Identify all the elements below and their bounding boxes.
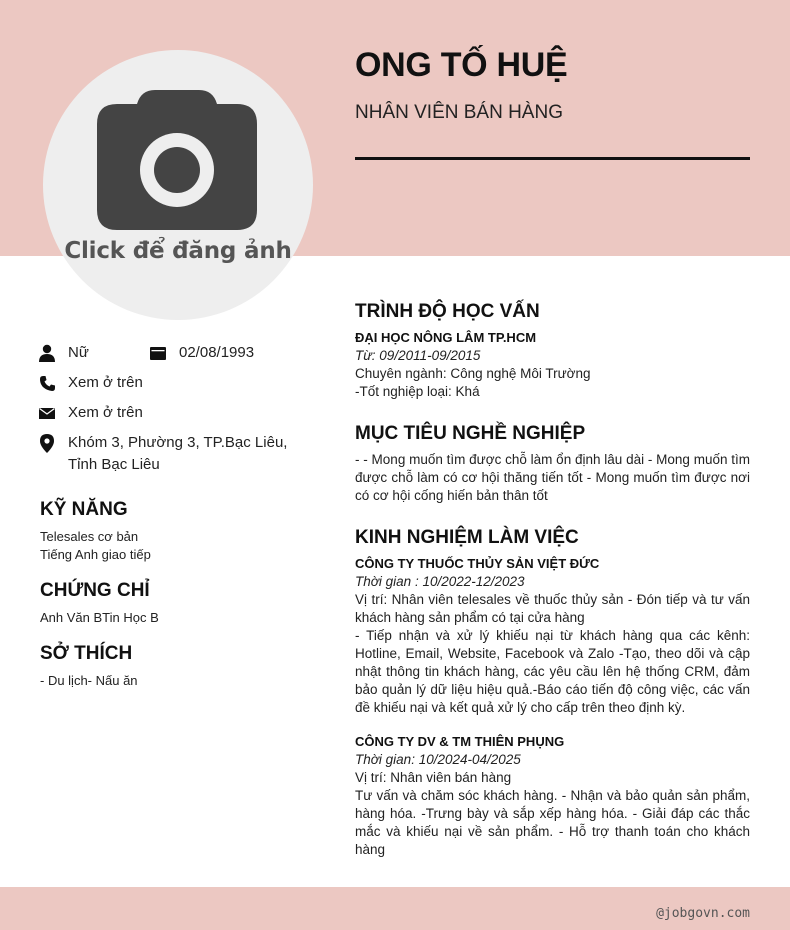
education-heading: TRÌNH ĐỘ HỌC VẤN [355,301,540,322]
site-watermark: @jobgovn.com [656,906,750,921]
objective-heading: MỤC TIÊU NGHỀ NGHIỆP [355,423,586,444]
address-row [38,432,308,476]
skill-item: Tiếng Anh giao tiếp [40,547,151,562]
skill-item: Telesales cơ bản [40,529,139,544]
birthdate-value: 02/08/1993 [179,344,255,361]
hobbies-text: - Du lịch- Nấu ăn [40,673,138,688]
gender-value: Nữ [68,344,89,361]
job-period: Thời gian: 10/2024-04/2025 [355,752,521,767]
education-period: Từ: 09/2011-09/2015 [355,348,481,363]
job-period: Thời gian : 10/2022-12/2023 [355,574,525,589]
candidate-name: ONG TỐ HUỆ [355,46,568,84]
job-title: NHÂN VIÊN BÁN HÀNG [355,102,563,123]
job-details: - Tiếp nhận và xử lý khiếu nại từ khách hàng qua các kênh: Hotline, Email, Website, Facebook và Zalo -Tạo, theo dõi và cập nhật thông tin khách hàng, các yêu cầu lên hệ thống CRM, đảm bảo quản lý dữ liệu hiệu quả.-Báo cáo tiến độ công việc, các vấn đề khiếu nại và kết quả xử lý cho cấp trên theo định kỳ. [355,628,750,715]
gender-row [38,342,89,364]
address-value: Khóm 3, Phường 3, TP.Bạc Liêu, Tỉnh Bạc Liêu [68,434,288,473]
company-name: CÔNG TY THUỐC THỦY SẢN VIỆT ĐỨC [355,556,600,571]
certificates-text: Anh Văn BTin Học B [40,610,159,625]
job-position: Vị trí: Nhân viên bán hàng [355,770,512,785]
education-section [355,301,750,401]
education-grade: -Tốt nghiệp loại: Khá [355,384,480,399]
person-icon [38,344,56,362]
email-row [38,402,143,424]
job-details: Tư vấn và chăm sóc khách hàng. - Nhận và bảo quản sản phẩm, hàng hóa. -Trưng bày và sắp xếp hàng hóa. - Giải đáp các thắc mắc và khiếu nại về sản phẩm. - Hỗ trợ thanh toán cho khách hàng [355,788,750,857]
skills-list [40,528,151,564]
avatar-upload[interactable] [43,50,313,320]
experience-heading: KINH NGHIỆM LÀM VIỆC [355,527,579,548]
job-entry [355,733,750,859]
email-value: Xem ở trên [68,404,143,421]
skills-heading: KỸ NĂNG [40,499,128,520]
phone-value: Xem ở trên [68,374,143,391]
job-position: Vị trí: Nhân viên telesales về thuốc thủy sản - Đón tiếp và tư vấn khách hàng sản phẩm có tại cửa hàng [355,592,750,625]
photo-caption: Click để đăng ảnh [64,238,292,264]
phone-row [38,372,143,394]
location-pin-icon [38,434,56,452]
education-major: Chuyên ngành: Công nghệ Môi Trường [355,366,591,381]
company-name: CÔNG TY DV & TM THIÊN PHỤNG [355,734,565,749]
hobbies-heading: SỞ THÍCH [40,643,133,664]
mail-icon [38,404,56,422]
calendar-icon [149,344,167,362]
objective-text: - - Mong muốn tìm được chỗ làm ổn định lâu dài - Mong muốn tìm được chỗ làm có cơ hội thăng tiến tốt - Mong muốn tìm được nơi có cơ hội cống hiến bản thân tốt [355,452,750,503]
birthdate-row [149,342,254,364]
objective-section [355,423,750,505]
title-divider [355,157,750,160]
phone-icon [38,374,56,392]
camera-icon [97,90,257,230]
certificates-heading: CHỨNG CHỈ [40,580,150,601]
school-name: ĐẠI HỌC NÔNG LÂM TP.HCM [355,330,537,345]
job-entry [355,555,750,717]
experience-section [355,527,750,859]
